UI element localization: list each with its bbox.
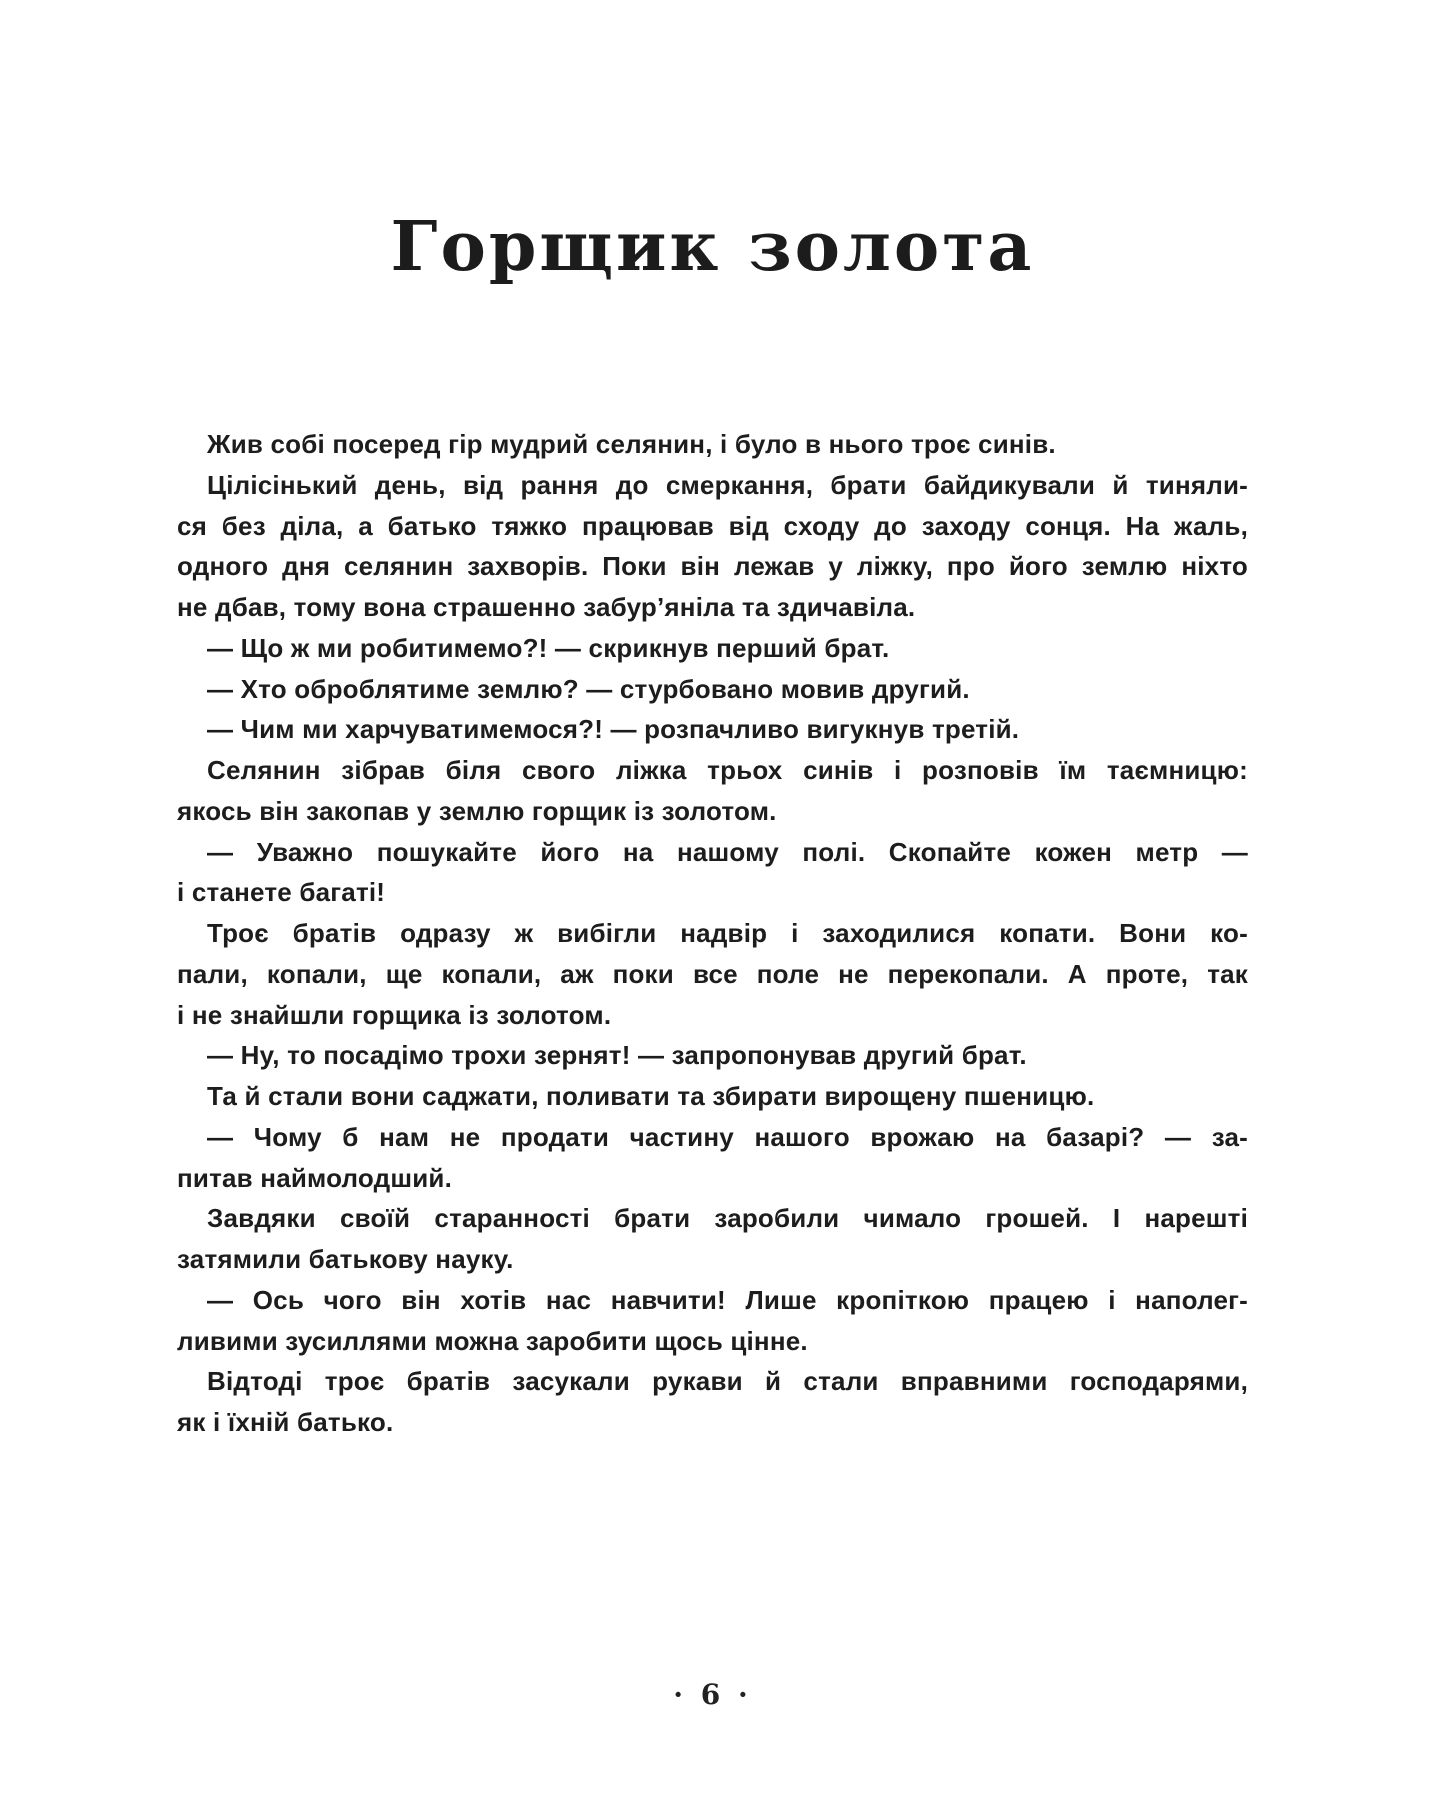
page-number: · 6 ·	[673, 1678, 752, 1711]
text-line: — Чому б нам не продати частину нашого врожаю на базарі? — за-	[207, 1121, 1248, 1152]
text-line: — Чим ми харчуватимемося?! — розпачливо вигукнув третій.	[207, 714, 1020, 745]
text-line: — Хто оброблятиме землю? — стурбовано мовив другий.	[207, 673, 970, 704]
text-line: одного дня селянин захворів. Поки він лежав у ліжку, про його землю ніхто	[177, 551, 1248, 582]
text-line: Відтоді троє братів засукали рукави й стали вправними господарями,	[207, 1366, 1248, 1397]
text-line: Та й стали вони саджати, поливати та збирати вирощену пшеницю.	[207, 1081, 1095, 1111]
text-line: як і їхній батько.	[177, 1407, 394, 1437]
text-line: ливими зусиллями можна заробити щось цінне.	[177, 1325, 808, 1356]
text-line: якось він закопав у землю горщик із золотом.	[177, 795, 777, 826]
text-line: не дбав, тому вона страшенно забур’яніла та здичавіла.	[177, 592, 916, 622]
text-line: затямили батькову науку.	[177, 1244, 514, 1274]
text-line: Селянин зібрав біля свого ліжка трьох синів і розповів їм таємницю:	[207, 755, 1248, 785]
text-line: — Ось чого він хотів нас навчити! Лише кропіткою працею і наполег-	[207, 1284, 1248, 1315]
text-line: Троє братів одразу ж вибігли надвір і заходилися копати. Вони ко-	[207, 918, 1248, 948]
text-line: і не знайшли горщика із золотом.	[177, 999, 612, 1030]
story-lines	[177, 424, 1248, 1443]
text-line: ся без діла, а батько тяжко працював від сходу до заходу сонця. На жаль,	[177, 510, 1248, 541]
text-line: Цілісінький день, від рання до смеркання, брати байдикували й тиняли-	[207, 469, 1248, 500]
text-line: Завдяки своїй старанності брати заробили чимало грошей. І нарешті	[207, 1203, 1248, 1234]
text-line: питав наймолодший.	[177, 1162, 453, 1193]
text-line: — Уважно пошукайте його на нашому полі. Скопайте кожен метр —	[207, 836, 1248, 867]
text-line: — Що ж ми робитимемо?! — скрикнув перший брат.	[207, 632, 890, 663]
text-line: — Ну, то посадімо трохи зернят! — запропонував другий брат.	[207, 1040, 1027, 1071]
story-title: Горщик золота	[390, 206, 1035, 287]
text-line: пали, копали, ще копали, аж поки все поле не перекопали. А проте, так	[177, 958, 1248, 989]
text-line: Жив собі посеред гір мудрий селянин, і було в нього троє синів.	[207, 429, 1056, 459]
text-line: і станете багаті!	[177, 877, 386, 908]
